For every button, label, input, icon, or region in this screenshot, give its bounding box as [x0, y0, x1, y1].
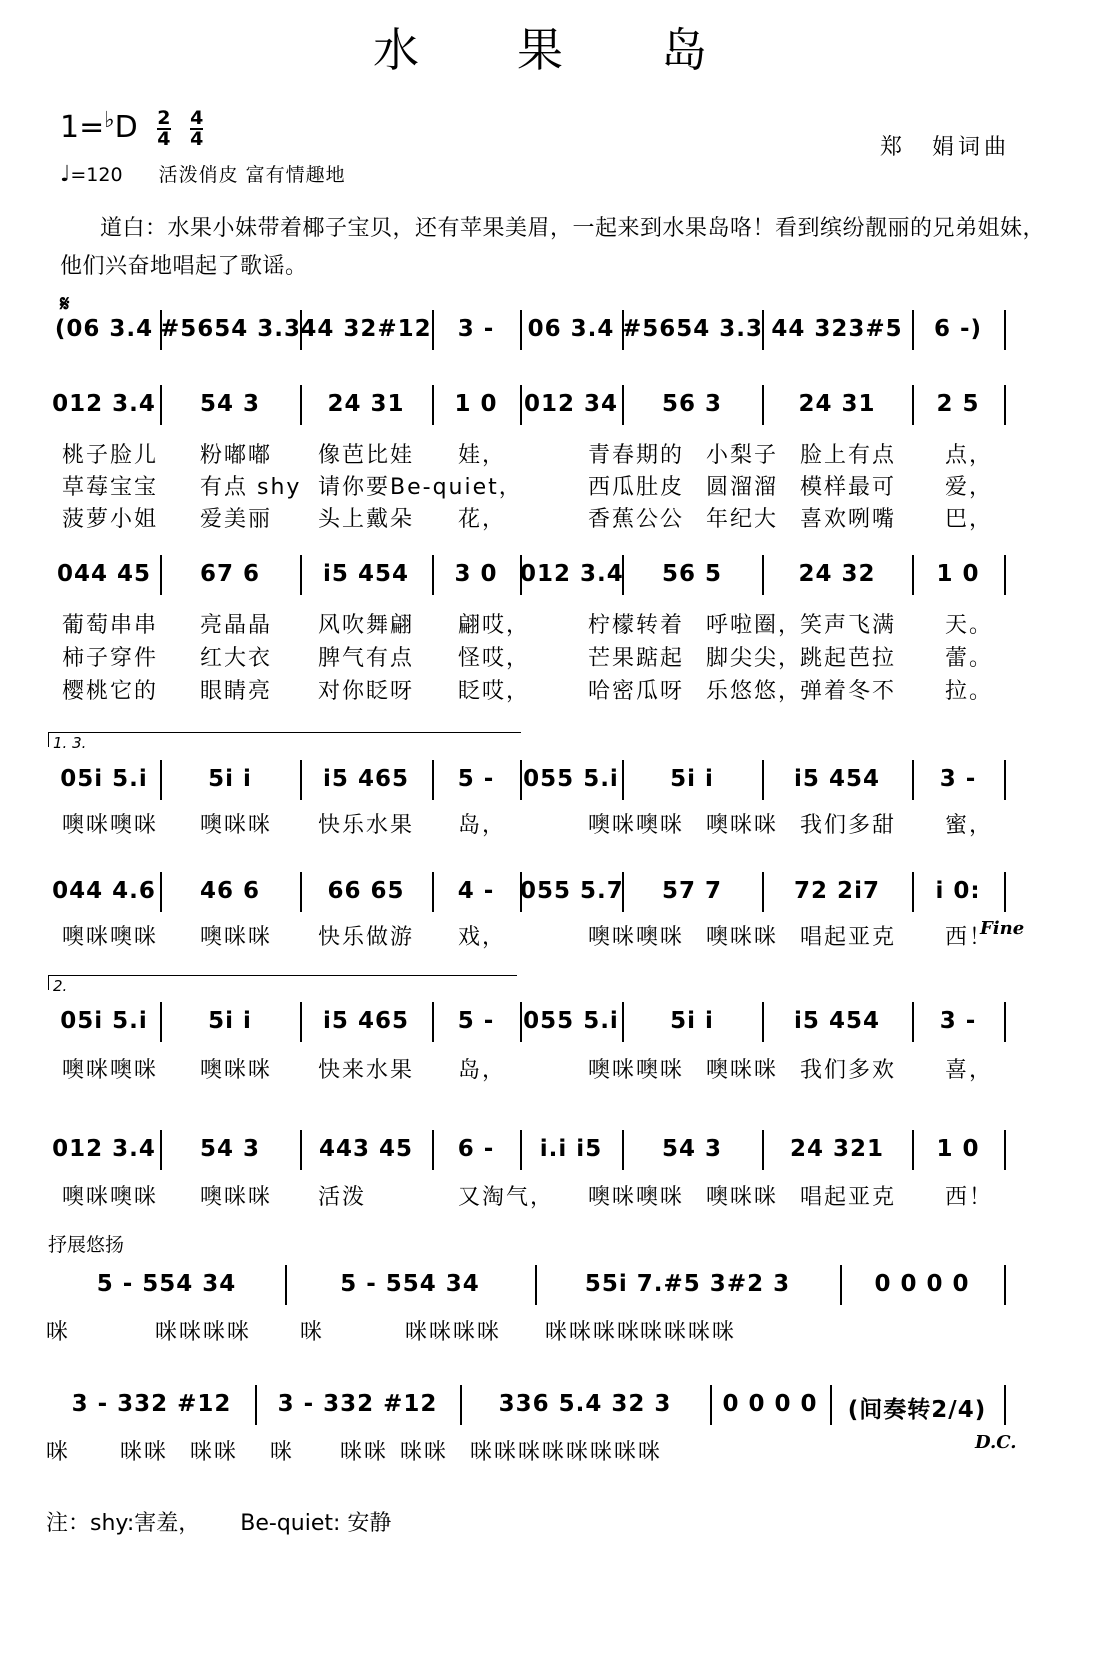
bar-line: [1004, 310, 1006, 350]
lyric-line: [0, 674, 1106, 708]
lyric-phrase: 快乐水果: [318, 813, 415, 838]
measure: 0 0 0 0: [722, 1391, 818, 1417]
staff-system: [0, 872, 1106, 912]
lyric-phrase: 咪咪: [190, 1440, 239, 1465]
staff-system: [0, 555, 1106, 595]
page-title: 水 果 岛: [373, 23, 733, 77]
lyric-phrase: 噢咪咪: [200, 813, 273, 838]
measure: (06 3.4: [54, 316, 154, 342]
measure: 044 4.6: [52, 878, 156, 904]
lyric-phrase: 青春期的: [588, 443, 685, 468]
lyric-phrase: 噢咪咪: [706, 1058, 779, 1083]
lyric-phrase: 脾气有点: [318, 646, 415, 671]
lyric-phrase: 圆溜溜: [706, 475, 779, 500]
measure: i5 454: [794, 1008, 880, 1034]
measure: 3 -: [939, 766, 977, 792]
key-signature: [60, 108, 203, 149]
measure: 1 0: [936, 1136, 980, 1162]
lyric-phrase: 乐悠悠，: [706, 679, 803, 704]
lyric-phrase: 咪咪: [120, 1440, 169, 1465]
lyric-phrase: 菠萝小姐: [62, 507, 159, 532]
staff-system: [0, 1265, 1106, 1305]
lyric-phrase: 咪咪咪咪: [640, 1320, 737, 1345]
lyric-phrase: 爱美丽: [200, 507, 273, 532]
lyric-line: [0, 608, 1106, 642]
lyric-phrase: 咪咪咪咪: [545, 1320, 642, 1345]
lyric-phrase: 像芭比娃: [318, 443, 415, 468]
lyric-line: [0, 920, 1106, 954]
expression-text: 活泼俏皮 富有情趣地: [158, 164, 346, 186]
measure: 336 5.4 32 3: [498, 1391, 672, 1417]
lyric-line: [0, 502, 1106, 536]
lyric-phrase: 戏，: [458, 925, 507, 950]
lyric-phrase: 噢咪咪: [200, 1058, 273, 1083]
measure: #5654 3.3: [160, 316, 302, 342]
dc-mark: D.C.: [975, 1432, 1017, 1453]
lyric-phrase: 翩哎，: [458, 613, 531, 638]
lyric-phrase: 拉。: [945, 679, 994, 704]
lyric-phrase: 西！: [945, 925, 994, 950]
bar-line: [1004, 1265, 1006, 1305]
measure: i5 465: [323, 766, 409, 792]
measure: 055 5.7: [520, 878, 624, 904]
measure: 3 - 332 #12: [71, 1391, 232, 1417]
expression-mark: 抒展悠扬: [48, 1234, 125, 1256]
bar-line: [1004, 1130, 1006, 1170]
lyric-phrase: 风吹舞翩: [318, 613, 415, 638]
lyric-phrase: 咪咪: [340, 1440, 389, 1465]
measure: 1 0: [454, 391, 498, 417]
measure: 3 - 332 #12: [277, 1391, 438, 1417]
lyric-line: [0, 1315, 1106, 1349]
measure: 56 5: [661, 561, 723, 587]
lyric-phrase: 噢咪噢咪: [588, 813, 685, 838]
measure: 443 45: [318, 1136, 414, 1162]
lyric-phrase: 红大衣: [200, 646, 273, 671]
measure: 54 3: [199, 1136, 261, 1162]
measure: i5 454: [323, 561, 409, 587]
measure: 5 - 554 34: [340, 1271, 480, 1297]
measure: 5i i: [670, 766, 714, 792]
measure: 6 -: [457, 1136, 495, 1162]
measure: 54 3: [661, 1136, 723, 1162]
lyric-phrase: 咪咪: [400, 1440, 449, 1465]
measure: 1 0: [936, 561, 980, 587]
lyric-phrase: 噢咪噢咪: [62, 925, 159, 950]
lyric-phrase: 喜，: [945, 1058, 994, 1083]
key-label: 1=: [60, 110, 105, 145]
lyric-line: [0, 1180, 1106, 1214]
lyric-phrase: 芒果踮起: [588, 646, 685, 671]
tempo-marking: [60, 160, 346, 187]
lyric-phrase: 岛，: [458, 1058, 507, 1083]
measure: 055 5.i: [523, 1008, 619, 1034]
lyric-phrase: 岛，: [458, 813, 507, 838]
lyric-phrase: 咪: [270, 1440, 295, 1465]
lyric-phrase: 小梨子: [706, 443, 779, 468]
lyric-phrase: 怪哎，: [458, 646, 531, 671]
measure: 044 45: [56, 561, 152, 587]
staff-system: [0, 1130, 1106, 1170]
measure: 3 -: [457, 316, 495, 342]
measure: 57 7: [661, 878, 723, 904]
lyric-phrase: 粉嘟嘟: [200, 443, 273, 468]
measure: 4 -: [457, 878, 495, 904]
measure: i 0:: [935, 878, 981, 904]
lyric-phrase: 活泼: [318, 1185, 367, 1210]
footnote: [46, 1506, 431, 1537]
lyric-phrase: 喜欢咧嘴: [800, 507, 897, 532]
lyric-phrase: 咪: [46, 1440, 71, 1465]
bar-line: [1004, 555, 1006, 595]
lyric-line: [0, 1435, 1106, 1469]
lyric-phrase: 噢咪噢咪: [62, 813, 159, 838]
lyric-phrase: 脸上有点: [800, 443, 897, 468]
lyric-phrase: 唱起亚克: [800, 1185, 897, 1210]
measure: 5 -: [457, 766, 495, 792]
lyric-phrase: 咪咪咪咪咪咪咪咪: [470, 1440, 663, 1465]
lyric-phrase: 眼睛亮: [200, 679, 273, 704]
lyric-phrase: 咪: [300, 1320, 325, 1345]
key-note: D: [114, 110, 138, 145]
lyric-phrase: 噢咪咪: [706, 925, 779, 950]
lyric-phrase: 蕾。: [945, 646, 994, 671]
measure: 3 -: [939, 1008, 977, 1034]
footnote-shy: 注：shy:害羞，: [46, 1511, 201, 1536]
bar-line: [1004, 760, 1006, 800]
lyric-phrase: 爱，: [945, 475, 994, 500]
lyric-phrase: 模样最可: [800, 475, 897, 500]
lyric-phrase: 呼啦圈，: [706, 613, 803, 638]
measure: 012 3.4: [52, 391, 156, 417]
lyric-phrase: 亮晶晶: [200, 613, 273, 638]
measure: i5 465: [323, 1008, 409, 1034]
lyric-phrase: 噢咪咪: [706, 813, 779, 838]
staff-system: [0, 1385, 1106, 1425]
volta-1-3: 1. 3.: [48, 732, 521, 747]
staff-system: [0, 760, 1106, 800]
lyric-phrase: 年纪大: [706, 507, 779, 532]
lyric-phrase: 噢咪噢咪: [588, 1185, 685, 1210]
staff-system: [0, 1002, 1106, 1042]
lyric-phrase: 天。: [945, 613, 994, 638]
volta-2: 2.: [48, 975, 517, 990]
staff-system: [0, 310, 1106, 350]
bar-line: [1004, 385, 1006, 425]
tempo-value: =120: [70, 164, 123, 186]
measure: 44 32#12: [300, 316, 432, 342]
measure: 0 0 0 0: [874, 1271, 970, 1297]
composer: 郑 娟词曲: [880, 135, 1011, 160]
lyric-phrase: 脚尖尖，: [706, 646, 803, 671]
lyric-phrase: 草莓宝宝: [62, 475, 159, 500]
lyric-phrase: 西！: [945, 1185, 994, 1210]
fine-mark: Fine: [980, 918, 1025, 939]
lyric-line: [0, 808, 1106, 842]
measure: 55i 7.#5 3#2 3: [584, 1271, 791, 1297]
lyric-phrase: 又淘气，: [458, 1185, 555, 1210]
measure: 06 3.4: [527, 316, 615, 342]
measure: 05i 5.i: [60, 1008, 148, 1034]
measure: 055 5.i: [523, 766, 619, 792]
measure: 05i 5.i: [60, 766, 148, 792]
bar-line: [1004, 872, 1006, 912]
lyric-phrase: 噢咪噢咪: [62, 1185, 159, 1210]
lyric-phrase: 请你要Be-quiet，: [318, 475, 523, 500]
lyric-phrase: 柠檬转着: [588, 613, 685, 638]
measure: 67 6: [199, 561, 261, 587]
dialogue-text: 道白：水果小妹带着椰子宝贝，还有苹果美眉，一起来到水果岛咯！看到缤纷靓丽的兄弟姐妹，他们兴奋地唱起了歌谣。: [60, 216, 1046, 279]
measure: 5 -: [457, 1008, 495, 1034]
measure: 5 - 554 34: [96, 1271, 237, 1297]
measure: i.i i5: [539, 1136, 603, 1162]
measure: 3 0: [454, 561, 498, 587]
time-signature-2-4: $\frac{2}{4}$: [157, 106, 171, 150]
lyric-phrase: 笑声飞满: [800, 613, 897, 638]
measure: 5i i: [670, 1008, 714, 1034]
measure: 54 3: [199, 391, 261, 417]
lyric-phrase: 娃，: [458, 443, 507, 468]
lyric-phrase: 樱桃它的: [62, 679, 159, 704]
lyric-phrase: 噢咪噢咪: [588, 925, 685, 950]
measure: 5i i: [208, 766, 252, 792]
lyric-phrase: 唱起亚克: [800, 925, 897, 950]
measure: 5i i: [208, 1008, 252, 1034]
lyric-phrase: 蜜，: [945, 813, 994, 838]
lyric-phrase: 我们多甜: [800, 813, 897, 838]
time-signature-4-4: $\frac{4}{4}$: [190, 106, 204, 150]
lyric-phrase: 葡萄串串: [62, 613, 159, 638]
measure: 24 31: [798, 391, 876, 417]
lyric-phrase: 噢咪噢咪: [62, 1058, 159, 1083]
lyric-line: [0, 1053, 1106, 1087]
lyric-line: [0, 641, 1106, 675]
lyric-phrase: 弹着冬不: [800, 679, 897, 704]
bar-line: [1004, 1002, 1006, 1042]
lyric-phrase: 咪咪咪咪: [155, 1320, 252, 1345]
lyric-phrase: 哈密瓜呀: [588, 679, 685, 704]
measure: 46 6: [199, 878, 261, 904]
lyric-phrase: 我们多欢: [800, 1058, 897, 1083]
lyric-phrase: 香蕉公公: [588, 507, 685, 532]
lyric-line: [0, 470, 1106, 504]
measure: 012 3.4: [520, 561, 624, 587]
lyric-phrase: 桃子脸儿: [62, 443, 159, 468]
measure: #5654 3.3: [622, 316, 764, 342]
measure: 6 -): [933, 316, 983, 342]
lyric-phrase: 快来水果: [318, 1058, 415, 1083]
measure: 012 3.4: [52, 1136, 156, 1162]
flat-icon: ♭: [104, 108, 115, 133]
bar-line: [1004, 1385, 1006, 1425]
measure: 44 323#5: [771, 316, 903, 342]
segno-icon: 𝄋: [60, 292, 70, 317]
measure: 24 32: [798, 561, 876, 587]
measure: 24 321: [789, 1136, 885, 1162]
staff-system: [0, 385, 1106, 425]
footnote-be-quiet: Be-quiet: 安静: [240, 1511, 392, 1536]
lyric-phrase: 有点 shy: [200, 475, 302, 500]
lyric-phrase: 头上戴朵: [318, 507, 415, 532]
lyric-phrase: 柿子穿件: [62, 646, 159, 671]
measure: (间奏转2/4): [847, 1397, 987, 1423]
measure: 72 2i7: [794, 878, 880, 904]
lyric-phrase: 噢咪咪: [200, 925, 273, 950]
lyric-phrase: 花，: [458, 507, 507, 532]
lyric-phrase: 噢咪咪: [706, 1185, 779, 1210]
lyric-phrase: 噢咪噢咪: [588, 1058, 685, 1083]
lyric-phrase: 跳起芭拉: [800, 646, 897, 671]
lyric-phrase: 噢咪咪: [200, 1185, 273, 1210]
measure: 66 65: [327, 878, 405, 904]
quarter-note-icon: ♩: [60, 162, 71, 187]
lyric-phrase: 快乐做游: [318, 925, 415, 950]
lyric-phrase: 巴，: [945, 507, 994, 532]
lyric-phrase: 咪咪咪咪: [405, 1320, 502, 1345]
lyric-phrase: 咪: [46, 1320, 71, 1345]
lyric-phrase: 对你眨呀: [318, 679, 415, 704]
lyric-line: [0, 438, 1106, 472]
measure: 2 5: [936, 391, 980, 417]
measure: i5 454: [794, 766, 880, 792]
measure: 56 3: [661, 391, 723, 417]
lyric-phrase: 点，: [945, 443, 994, 468]
measure: 24 31: [327, 391, 405, 417]
lyric-phrase: 西瓜肚皮: [588, 475, 685, 500]
lyric-phrase: 眨哎，: [458, 679, 531, 704]
measure: 012 34: [523, 391, 619, 417]
